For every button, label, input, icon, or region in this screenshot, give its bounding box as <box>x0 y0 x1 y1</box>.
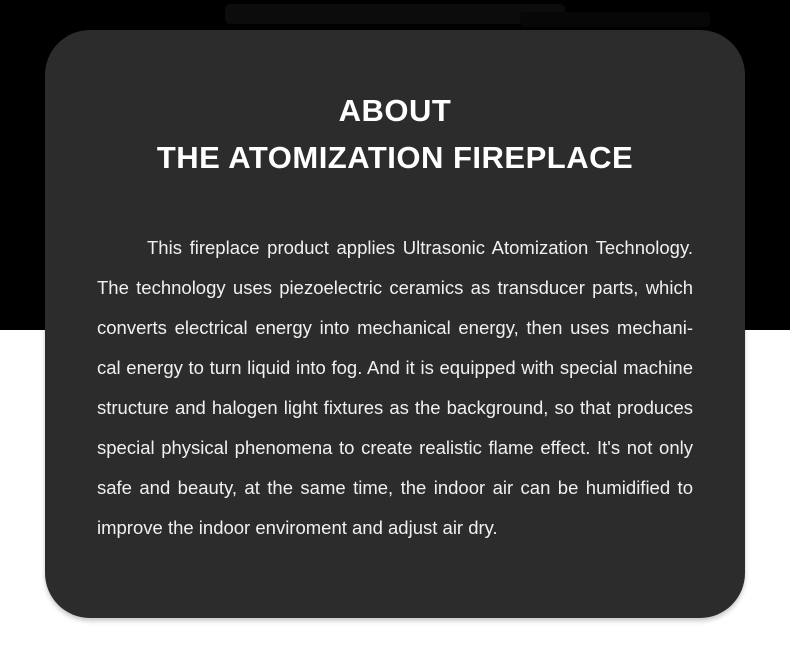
paragraph-line: cal energy to turn liquid into fog. And it is equipped with special machine <box>97 357 693 378</box>
paragraph-line: improve the indoor enviroment and adjust air dry. <box>97 517 498 538</box>
about-paragraph <box>97 228 693 548</box>
title-line-1: ABOUT <box>338 93 452 128</box>
paragraph-line: converts electrical energy into mechanical energy, then uses mechani- <box>97 317 693 338</box>
section-title <box>45 87 745 181</box>
backdrop-texture-shape <box>520 12 710 27</box>
about-card <box>45 30 745 618</box>
backdrop-texture-shape <box>225 4 565 24</box>
paragraph-line: structure and halogen light fixtures as the background, so that produces <box>97 397 693 418</box>
paragraph-line: special physical phenomena to create realistic flame effect. It's not only <box>97 437 693 458</box>
title-line-2: THE ATOMIZATION FIREPLACE <box>156 140 634 175</box>
paragraph-line: This fireplace product applies Ultrasonic Atomization Technology. <box>147 237 693 258</box>
paragraph-line: safe and beauty, at the same time, the indoor air can be humidified to <box>97 477 693 498</box>
paragraph-line: The technology uses piezoelectric ceramics as transducer parts, which <box>97 277 693 298</box>
